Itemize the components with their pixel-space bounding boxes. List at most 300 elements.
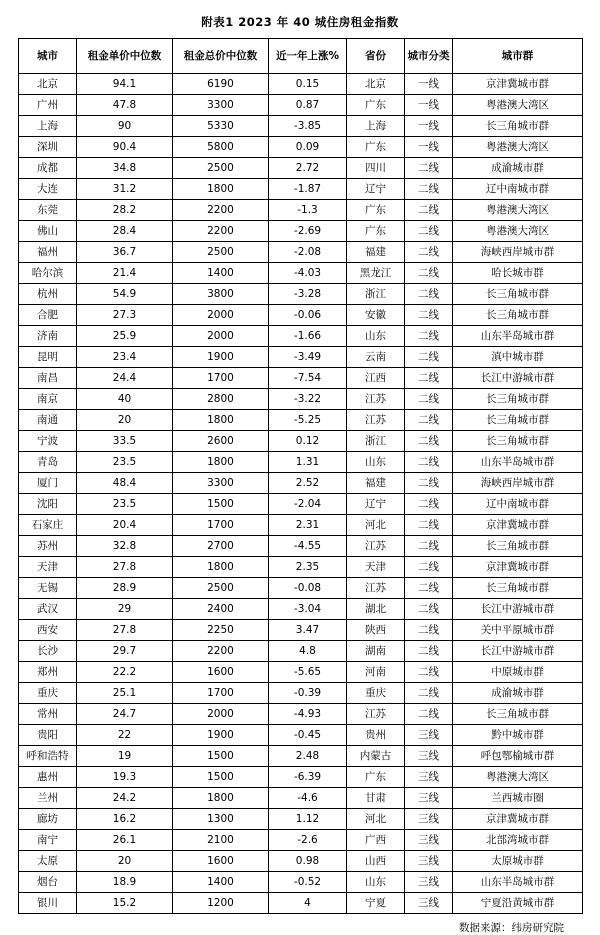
cell-unit-price-median: 94.1 xyxy=(77,74,173,95)
cell-city: 南京 xyxy=(19,389,77,410)
table-row xyxy=(19,641,583,662)
cell-total-price-median: 1900 xyxy=(173,347,269,368)
cell-city-cluster: 长三角城市群 xyxy=(453,431,583,452)
cell-province: 河北 xyxy=(347,809,405,830)
cell-yoy-change: -2.08 xyxy=(269,242,347,263)
cell-unit-price-median: 20 xyxy=(77,410,173,431)
cell-province: 江苏 xyxy=(347,389,405,410)
table-row xyxy=(19,221,583,242)
cell-unit-price-median: 28.4 xyxy=(77,221,173,242)
cell-city-cluster: 辽中南城市群 xyxy=(453,494,583,515)
cell-province: 福建 xyxy=(347,242,405,263)
cell-province: 山西 xyxy=(347,851,405,872)
cell-unit-price-median: 31.2 xyxy=(77,179,173,200)
cell-province: 河南 xyxy=(347,662,405,683)
cell-city-tier: 二线 xyxy=(405,473,453,494)
cell-unit-price-median: 23.4 xyxy=(77,347,173,368)
cell-city-cluster: 长三角城市群 xyxy=(453,704,583,725)
cell-city-tier: 三线 xyxy=(405,872,453,893)
table-row xyxy=(19,431,583,452)
cell-total-price-median: 1700 xyxy=(173,515,269,536)
table-row xyxy=(19,473,583,494)
cell-city-tier: 二线 xyxy=(405,200,453,221)
cell-total-price-median: 2600 xyxy=(173,431,269,452)
cell-total-price-median: 2000 xyxy=(173,704,269,725)
cell-unit-price-median: 26.1 xyxy=(77,830,173,851)
cell-city: 广州 xyxy=(19,95,77,116)
table-row xyxy=(19,599,583,620)
cell-city-tier: 一线 xyxy=(405,95,453,116)
cell-province: 重庆 xyxy=(347,683,405,704)
cell-yoy-change: -3.85 xyxy=(269,116,347,137)
cell-city-tier: 一线 xyxy=(405,137,453,158)
cell-yoy-change: -2.04 xyxy=(269,494,347,515)
cell-city-cluster: 粤港澳大湾区 xyxy=(453,137,583,158)
cell-yoy-change: -4.6 xyxy=(269,788,347,809)
cell-province: 河北 xyxy=(347,515,405,536)
cell-total-price-median: 1900 xyxy=(173,725,269,746)
table-row xyxy=(19,746,583,767)
cell-unit-price-median: 19.3 xyxy=(77,767,173,788)
cell-city: 青岛 xyxy=(19,452,77,473)
cell-unit-price-median: 24.7 xyxy=(77,704,173,725)
cell-unit-price-median: 22.2 xyxy=(77,662,173,683)
cell-total-price-median: 2400 xyxy=(173,599,269,620)
cell-unit-price-median: 90 xyxy=(77,116,173,137)
column-header-yoy-change: 近一年上涨% xyxy=(269,39,347,74)
cell-yoy-change: 3.47 xyxy=(269,620,347,641)
table-row xyxy=(19,872,583,893)
cell-city-tier: 二线 xyxy=(405,305,453,326)
cell-province: 贵州 xyxy=(347,725,405,746)
table-row xyxy=(19,137,583,158)
cell-unit-price-median: 29.7 xyxy=(77,641,173,662)
cell-unit-price-median: 18.9 xyxy=(77,872,173,893)
cell-province: 北京 xyxy=(347,74,405,95)
cell-unit-price-median: 20.4 xyxy=(77,515,173,536)
table-row xyxy=(19,725,583,746)
cell-unit-price-median: 25.9 xyxy=(77,326,173,347)
cell-unit-price-median: 90.4 xyxy=(77,137,173,158)
cell-city-tier: 二线 xyxy=(405,452,453,473)
table-row xyxy=(19,200,583,221)
cell-total-price-median: 1800 xyxy=(173,788,269,809)
cell-province: 内蒙古 xyxy=(347,746,405,767)
cell-province: 湖南 xyxy=(347,641,405,662)
cell-yoy-change: -4.03 xyxy=(269,263,347,284)
cell-total-price-median: 2200 xyxy=(173,200,269,221)
cell-province: 江苏 xyxy=(347,704,405,725)
cell-city: 长沙 xyxy=(19,641,77,662)
cell-unit-price-median: 20 xyxy=(77,851,173,872)
cell-city-tier: 三线 xyxy=(405,725,453,746)
cell-yoy-change: 4 xyxy=(269,893,347,914)
cell-city-tier: 二线 xyxy=(405,410,453,431)
cell-city-cluster: 京津冀城市群 xyxy=(453,515,583,536)
cell-city-tier: 二线 xyxy=(405,179,453,200)
table-row xyxy=(19,620,583,641)
cell-province: 广西 xyxy=(347,830,405,851)
cell-city-cluster: 中原城市群 xyxy=(453,662,583,683)
cell-total-price-median: 1300 xyxy=(173,809,269,830)
cell-city-tier: 三线 xyxy=(405,809,453,830)
cell-unit-price-median: 28.2 xyxy=(77,200,173,221)
table-row xyxy=(19,95,583,116)
cell-city: 西安 xyxy=(19,620,77,641)
cell-city-cluster: 长江中游城市群 xyxy=(453,641,583,662)
cell-unit-price-median: 19 xyxy=(77,746,173,767)
cell-city: 北京 xyxy=(19,74,77,95)
cell-city: 宁波 xyxy=(19,431,77,452)
cell-city: 南昌 xyxy=(19,368,77,389)
cell-total-price-median: 2100 xyxy=(173,830,269,851)
cell-city-cluster: 呼包鄂榆城市群 xyxy=(453,746,583,767)
cell-city: 呼和浩特 xyxy=(19,746,77,767)
cell-city-tier: 二线 xyxy=(405,662,453,683)
cell-total-price-median: 1800 xyxy=(173,557,269,578)
cell-unit-price-median: 23.5 xyxy=(77,494,173,515)
cell-city-cluster: 辽中南城市群 xyxy=(453,179,583,200)
cell-yoy-change: 2.52 xyxy=(269,473,347,494)
cell-total-price-median: 1700 xyxy=(173,368,269,389)
cell-unit-price-median: 23.5 xyxy=(77,452,173,473)
cell-city-tier: 二线 xyxy=(405,284,453,305)
table-row xyxy=(19,284,583,305)
rent-index-table xyxy=(18,38,583,914)
cell-unit-price-median: 27.3 xyxy=(77,305,173,326)
cell-city: 重庆 xyxy=(19,683,77,704)
table-row xyxy=(19,704,583,725)
cell-unit-price-median: 24.2 xyxy=(77,788,173,809)
cell-city: 太原 xyxy=(19,851,77,872)
cell-province: 江西 xyxy=(347,368,405,389)
cell-city-tier: 一线 xyxy=(405,74,453,95)
cell-province: 安徽 xyxy=(347,305,405,326)
cell-province: 山东 xyxy=(347,872,405,893)
cell-city-cluster: 宁夏沿黄城市群 xyxy=(453,893,583,914)
cell-yoy-change: -0.08 xyxy=(269,578,347,599)
cell-city-tier: 二线 xyxy=(405,368,453,389)
cell-total-price-median: 6190 xyxy=(173,74,269,95)
cell-city-cluster: 粤港澳大湾区 xyxy=(453,221,583,242)
cell-yoy-change: 2.48 xyxy=(269,746,347,767)
cell-province: 江苏 xyxy=(347,536,405,557)
cell-city: 惠州 xyxy=(19,767,77,788)
cell-yoy-change: 2.31 xyxy=(269,515,347,536)
cell-total-price-median: 1800 xyxy=(173,410,269,431)
cell-city-tier: 三线 xyxy=(405,893,453,914)
cell-unit-price-median: 15.2 xyxy=(77,893,173,914)
cell-total-price-median: 1500 xyxy=(173,767,269,788)
cell-city-cluster: 长江中游城市群 xyxy=(453,599,583,620)
cell-unit-price-median: 28.9 xyxy=(77,578,173,599)
table-row xyxy=(19,116,583,137)
cell-province: 山东 xyxy=(347,326,405,347)
cell-city: 南宁 xyxy=(19,830,77,851)
cell-city-tier: 三线 xyxy=(405,767,453,788)
cell-city-tier: 二线 xyxy=(405,536,453,557)
cell-yoy-change: -0.45 xyxy=(269,725,347,746)
cell-province: 辽宁 xyxy=(347,494,405,515)
cell-total-price-median: 2500 xyxy=(173,158,269,179)
cell-city-tier: 二线 xyxy=(405,263,453,284)
page-title: 附表1 2023 年 40 城住房租金指数 xyxy=(201,15,399,29)
table-row xyxy=(19,767,583,788)
cell-city: 武汉 xyxy=(19,599,77,620)
cell-city-tier: 二线 xyxy=(405,389,453,410)
cell-city-tier: 三线 xyxy=(405,851,453,872)
cell-city-cluster: 哈长城市群 xyxy=(453,263,583,284)
cell-city-tier: 二线 xyxy=(405,641,453,662)
cell-city-tier: 一线 xyxy=(405,116,453,137)
cell-total-price-median: 2200 xyxy=(173,641,269,662)
cell-unit-price-median: 29 xyxy=(77,599,173,620)
table-row xyxy=(19,830,583,851)
table-row xyxy=(19,452,583,473)
table-row xyxy=(19,305,583,326)
source-note: 数据来源：纬房研究院 xyxy=(459,922,564,934)
cell-unit-price-median: 16.2 xyxy=(77,809,173,830)
cell-yoy-change: -2.69 xyxy=(269,221,347,242)
cell-total-price-median: 2250 xyxy=(173,620,269,641)
cell-province: 陕西 xyxy=(347,620,405,641)
cell-province: 宁夏 xyxy=(347,893,405,914)
table-row xyxy=(19,158,583,179)
cell-city-cluster: 成渝城市群 xyxy=(453,158,583,179)
cell-yoy-change: 0.09 xyxy=(269,137,347,158)
cell-total-price-median: 1200 xyxy=(173,893,269,914)
cell-city-cluster: 粤港澳大湾区 xyxy=(453,767,583,788)
cell-total-price-median: 2000 xyxy=(173,305,269,326)
column-header-city: 城市 xyxy=(19,39,77,74)
cell-city-cluster: 山东半岛城市群 xyxy=(453,452,583,473)
cell-unit-price-median: 27.8 xyxy=(77,620,173,641)
cell-province: 四川 xyxy=(347,158,405,179)
cell-city-cluster: 成渝城市群 xyxy=(453,683,583,704)
cell-yoy-change: 0.87 xyxy=(269,95,347,116)
cell-city-cluster: 长三角城市群 xyxy=(453,410,583,431)
cell-total-price-median: 1800 xyxy=(173,452,269,473)
cell-total-price-median: 1600 xyxy=(173,851,269,872)
cell-city-tier: 二线 xyxy=(405,242,453,263)
cell-city-cluster: 京津冀城市群 xyxy=(453,809,583,830)
cell-city-cluster: 京津冀城市群 xyxy=(453,557,583,578)
table-row xyxy=(19,263,583,284)
cell-yoy-change: 0.15 xyxy=(269,74,347,95)
cell-city-cluster: 滇中城市群 xyxy=(453,347,583,368)
cell-city-cluster: 长三角城市群 xyxy=(453,578,583,599)
cell-city-cluster: 兰西城市圈 xyxy=(453,788,583,809)
table-row xyxy=(19,74,583,95)
cell-province: 上海 xyxy=(347,116,405,137)
cell-city: 上海 xyxy=(19,116,77,137)
cell-unit-price-median: 54.9 xyxy=(77,284,173,305)
cell-city: 石家庄 xyxy=(19,515,77,536)
cell-city-cluster: 山东半岛城市群 xyxy=(453,872,583,893)
cell-city-tier: 二线 xyxy=(405,158,453,179)
cell-unit-price-median: 40 xyxy=(77,389,173,410)
cell-total-price-median: 2500 xyxy=(173,578,269,599)
cell-city-cluster: 太原城市群 xyxy=(453,851,583,872)
table-row xyxy=(19,809,583,830)
cell-province: 湖北 xyxy=(347,599,405,620)
cell-city-tier: 二线 xyxy=(405,494,453,515)
table-row xyxy=(19,326,583,347)
cell-yoy-change: -5.65 xyxy=(269,662,347,683)
cell-total-price-median: 2500 xyxy=(173,242,269,263)
cell-province: 黑龙江 xyxy=(347,263,405,284)
column-header-total-price-median: 租金总价中位数 xyxy=(173,39,269,74)
column-header-city-tier: 城市分类 xyxy=(405,39,453,74)
cell-city: 银川 xyxy=(19,893,77,914)
cell-total-price-median: 2700 xyxy=(173,536,269,557)
cell-unit-price-median: 25.1 xyxy=(77,683,173,704)
table-row xyxy=(19,578,583,599)
cell-yoy-change: -1.66 xyxy=(269,326,347,347)
table-row xyxy=(19,494,583,515)
cell-province: 福建 xyxy=(347,473,405,494)
cell-yoy-change: 1.31 xyxy=(269,452,347,473)
cell-city-cluster: 海峡西岸城市群 xyxy=(453,242,583,263)
cell-yoy-change: 2.35 xyxy=(269,557,347,578)
table-row xyxy=(19,179,583,200)
cell-city: 烟台 xyxy=(19,872,77,893)
cell-yoy-change: 4.8 xyxy=(269,641,347,662)
table-header-row xyxy=(19,39,583,74)
cell-total-price-median: 1400 xyxy=(173,263,269,284)
cell-unit-price-median: 36.7 xyxy=(77,242,173,263)
cell-total-price-median: 1400 xyxy=(173,872,269,893)
cell-province: 广东 xyxy=(347,221,405,242)
cell-total-price-median: 1700 xyxy=(173,683,269,704)
cell-city-tier: 二线 xyxy=(405,347,453,368)
cell-city-cluster: 北部湾城市群 xyxy=(453,830,583,851)
cell-yoy-change: -4.93 xyxy=(269,704,347,725)
cell-city-tier: 二线 xyxy=(405,620,453,641)
cell-city-tier: 三线 xyxy=(405,830,453,851)
cell-province: 广东 xyxy=(347,137,405,158)
cell-total-price-median: 2800 xyxy=(173,389,269,410)
table-row xyxy=(19,851,583,872)
cell-city-tier: 三线 xyxy=(405,746,453,767)
cell-yoy-change: 0.98 xyxy=(269,851,347,872)
cell-city-cluster: 海峡西岸城市群 xyxy=(453,473,583,494)
column-header-province: 省份 xyxy=(347,39,405,74)
table-row xyxy=(19,242,583,263)
cell-city-cluster: 粤港澳大湾区 xyxy=(453,200,583,221)
cell-yoy-change: -7.54 xyxy=(269,368,347,389)
cell-city: 沈阳 xyxy=(19,494,77,515)
cell-province: 江苏 xyxy=(347,578,405,599)
cell-city-cluster: 长三角城市群 xyxy=(453,284,583,305)
cell-total-price-median: 1500 xyxy=(173,494,269,515)
cell-province: 云南 xyxy=(347,347,405,368)
cell-city: 东莞 xyxy=(19,200,77,221)
cell-yoy-change: -3.28 xyxy=(269,284,347,305)
cell-city-cluster: 关中平原城市群 xyxy=(453,620,583,641)
cell-yoy-change: -4.55 xyxy=(269,536,347,557)
cell-city: 常州 xyxy=(19,704,77,725)
cell-yoy-change: 0.12 xyxy=(269,431,347,452)
table-row xyxy=(19,410,583,431)
cell-city: 厦门 xyxy=(19,473,77,494)
cell-city-tier: 三线 xyxy=(405,788,453,809)
cell-total-price-median: 3300 xyxy=(173,473,269,494)
table-row xyxy=(19,536,583,557)
cell-city-cluster: 京津冀城市群 xyxy=(453,74,583,95)
cell-city: 苏州 xyxy=(19,536,77,557)
cell-province: 广东 xyxy=(347,767,405,788)
cell-city-tier: 二线 xyxy=(405,515,453,536)
column-header-unit-price-median: 租金单价中位数 xyxy=(77,39,173,74)
cell-city: 天津 xyxy=(19,557,77,578)
cell-city-tier: 二线 xyxy=(405,704,453,725)
cell-unit-price-median: 48.4 xyxy=(77,473,173,494)
cell-total-price-median: 3300 xyxy=(173,95,269,116)
cell-city-cluster: 长三角城市群 xyxy=(453,389,583,410)
cell-city-tier: 二线 xyxy=(405,557,453,578)
cell-city-tier: 二线 xyxy=(405,221,453,242)
cell-unit-price-median: 27.8 xyxy=(77,557,173,578)
cell-province: 甘肃 xyxy=(347,788,405,809)
cell-yoy-change: -0.06 xyxy=(269,305,347,326)
cell-province: 广东 xyxy=(347,200,405,221)
cell-city: 南通 xyxy=(19,410,77,431)
cell-unit-price-median: 32.8 xyxy=(77,536,173,557)
cell-yoy-change: 2.72 xyxy=(269,158,347,179)
cell-unit-price-median: 33.5 xyxy=(77,431,173,452)
cell-city-cluster: 山东半岛城市群 xyxy=(453,326,583,347)
cell-city: 济南 xyxy=(19,326,77,347)
cell-city: 福州 xyxy=(19,242,77,263)
table-row xyxy=(19,515,583,536)
cell-province: 天津 xyxy=(347,557,405,578)
cell-yoy-change: -3.04 xyxy=(269,599,347,620)
cell-unit-price-median: 22 xyxy=(77,725,173,746)
cell-unit-price-median: 24.4 xyxy=(77,368,173,389)
cell-city: 郑州 xyxy=(19,662,77,683)
table-row xyxy=(19,893,583,914)
cell-city: 佛山 xyxy=(19,221,77,242)
table-row xyxy=(19,368,583,389)
cell-unit-price-median: 21.4 xyxy=(77,263,173,284)
cell-total-price-median: 1800 xyxy=(173,179,269,200)
cell-total-price-median: 2200 xyxy=(173,221,269,242)
table-row xyxy=(19,389,583,410)
cell-city-tier: 二线 xyxy=(405,683,453,704)
cell-yoy-change: -3.49 xyxy=(269,347,347,368)
cell-yoy-change: -1.87 xyxy=(269,179,347,200)
table-row xyxy=(19,347,583,368)
cell-city: 兰州 xyxy=(19,788,77,809)
cell-yoy-change: -1.3 xyxy=(269,200,347,221)
cell-unit-price-median: 34.8 xyxy=(77,158,173,179)
table-row xyxy=(19,788,583,809)
cell-city: 大连 xyxy=(19,179,77,200)
cell-city: 杭州 xyxy=(19,284,77,305)
cell-city: 成都 xyxy=(19,158,77,179)
cell-city-tier: 二线 xyxy=(405,578,453,599)
cell-city: 深圳 xyxy=(19,137,77,158)
table-row xyxy=(19,662,583,683)
cell-city-cluster: 粤港澳大湾区 xyxy=(453,95,583,116)
cell-city-cluster: 长三角城市群 xyxy=(453,305,583,326)
cell-yoy-change: -2.6 xyxy=(269,830,347,851)
cell-city-tier: 二线 xyxy=(405,599,453,620)
cell-province: 辽宁 xyxy=(347,179,405,200)
cell-city-cluster: 长江中游城市群 xyxy=(453,368,583,389)
cell-total-price-median: 2000 xyxy=(173,326,269,347)
